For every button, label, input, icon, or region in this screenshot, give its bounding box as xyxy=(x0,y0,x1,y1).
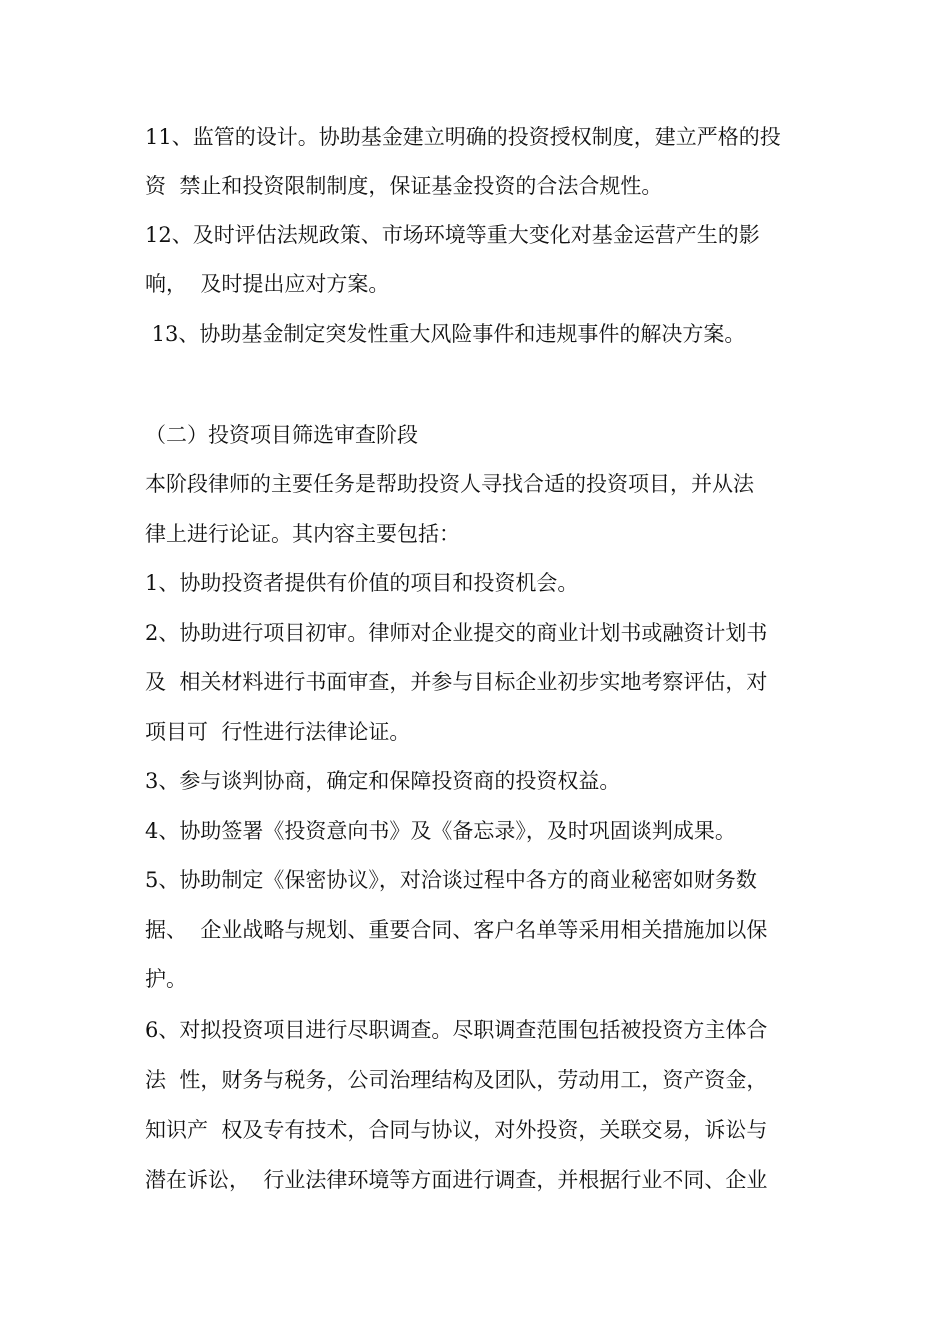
text-line: 11、监管的设计。协助基金建立明确的投资授权制度，建立严格的投 xyxy=(145,125,781,149)
text-line: 6、对拟投资项目进行尽职调查。尽职调查范围包括被投资方主体合 xyxy=(145,1018,768,1042)
text-line: 2、协助进行项目初审。律师对企业提交的商业计划书或融资计划书 xyxy=(145,621,768,645)
text-line: 法 性，财务与税务，公司治理结构及团队，劳动用工，资产资金， xyxy=(145,1068,768,1092)
text-line: 5、协助制定《保密协议》，对洽谈过程中各方的商业秘密如财务数 xyxy=(145,868,757,892)
text-line: 及 相关材料进行书面审查，并参与目标企业初步实地考察评估，对 xyxy=(145,670,768,694)
text-line: 资 禁止和投资限制制度，保证基金投资的合法合规性。 xyxy=(145,174,663,198)
section-heading: （二）投资项目筛选审查阶段 xyxy=(145,423,418,447)
text-line: 12、及时评估法规政策、市场环境等重大变化对基金运营产生的影 xyxy=(145,223,760,247)
text-line: 13、协助基金制定突发性重大风险事件和违规事件的解决方案。 xyxy=(145,322,746,346)
text-line: 潜在诉讼， 行业法律环境等方面进行调查，并根据行业不同、企业 xyxy=(145,1168,768,1192)
text-line: 响， 及时提出应对方案。 xyxy=(145,272,390,296)
text-line: 护。 xyxy=(145,967,187,991)
text-line: 3、参与谈判协商，确定和保障投资商的投资权益。 xyxy=(145,769,621,793)
text-line: 据、 企业战略与规划、重要合同、客户名单等采用相关措施加以保 xyxy=(145,918,768,942)
text-line: 本阶段律师的主要任务是帮助投资人寻找合适的投资项目，并从法 xyxy=(145,472,754,496)
text-line: 4、协助签署《投资意向书》及《备忘录》，及时巩固谈判成果。 xyxy=(145,819,736,843)
text-line: 1、协助投资者提供有价值的项目和投资机会。 xyxy=(145,571,579,595)
text-line: 知识产 权及专有技术，合同与协议，对外投资，关联交易，诉讼与 xyxy=(145,1118,768,1142)
text-line: 律上进行论证。其内容主要包括： xyxy=(145,522,460,546)
text-line: 项目可 行性进行法律论证。 xyxy=(145,720,411,744)
